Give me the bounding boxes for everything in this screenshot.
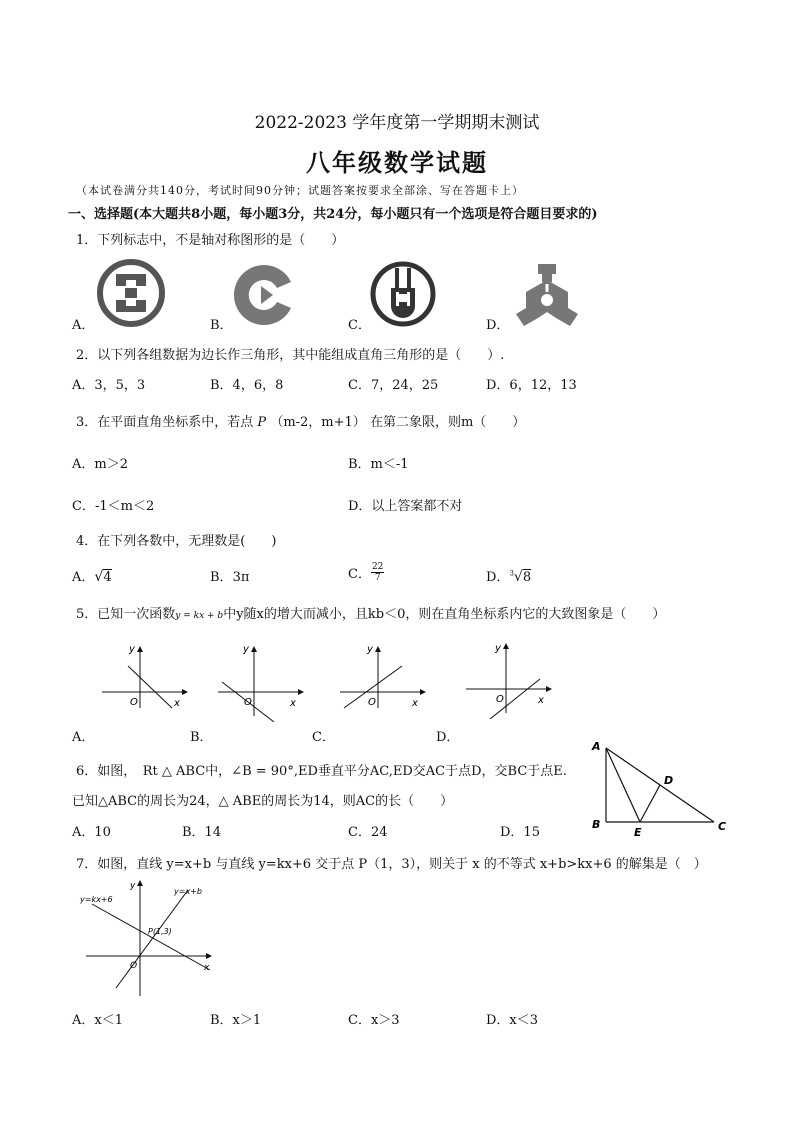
y-label: y (495, 643, 501, 654)
q3-option-d: D．以上答案都不对 (348, 499, 463, 514)
section-heading: 一、选择题(本大题共8小题，每小题3分，共24分，每小题只有一个选项是符合题目要求的) (68, 207, 598, 222)
segment-ed (640, 785, 660, 822)
line1-label: y=kx+6 (80, 895, 113, 904)
cbrt-icon: √ (513, 569, 523, 585)
q3-option-c: C．-1＜m＜2 (72, 499, 155, 514)
q3-stem-coord: （m-2，m+1） (270, 415, 366, 430)
q1-stem: 1．下列标志中，不是轴对称图形的是（ ） (76, 233, 345, 248)
q3-option-a: A．m＞2 (72, 457, 128, 472)
q4-a-value: 4 (103, 570, 112, 585)
q5-stem (76, 603, 665, 622)
q4-option-a (72, 566, 112, 585)
q1-label-b: B． (210, 318, 233, 333)
q4-label-c: C． (348, 567, 371, 582)
q2-option-a: A．3，5，3 (72, 378, 146, 393)
x-label: x (538, 695, 544, 706)
origin-label: O (130, 697, 138, 708)
point-b-label: B (592, 818, 601, 831)
q5-label-c: C． (312, 730, 335, 745)
q4-option-b (210, 566, 249, 585)
q4-label-d: D． (486, 570, 510, 585)
x-label: x (174, 698, 180, 709)
exam-title: 2022-2023 学年度第一学期期末测试 (254, 113, 540, 133)
q7-stem: 7．如图，直线 y=x+b 与直线 y=kx+6 交于点 P（1，3），则关于 x 的不等式 x+b>kx+6 的解集是（ ） (76, 857, 707, 872)
y-arrow-icon (137, 880, 143, 886)
y-label: y (367, 646, 373, 655)
q6-line1: 6．如图， Rt △ ABC中，∠B = 90°,ED垂直平分AC,ED交AC于点D，交BC于点E. (76, 764, 567, 779)
q4-c-denominator: 7 (374, 573, 381, 583)
origin-label: O (244, 697, 252, 708)
q7-graph (78, 878, 218, 998)
x-arrow-icon (420, 689, 426, 695)
point-p-label: P(1,3) (148, 927, 172, 936)
q5-label-a: A． (72, 730, 95, 745)
bank-logo-abc-icon (369, 260, 437, 328)
q5-stem-pre: 5．已知一次函数 (76, 607, 176, 622)
q7-option-c: C．x＞3 (348, 1013, 400, 1028)
q6-option-c: C．24 (348, 825, 388, 840)
y-arrow-icon (137, 646, 143, 652)
origin-label: O (368, 697, 376, 708)
exam-subtitle: 八年级数学试题 (306, 148, 488, 177)
q1-label-c: C． (348, 318, 371, 333)
q4-stem: 4．在下列各数中，无理数是( ) (76, 534, 277, 549)
q5-graph-d (462, 643, 552, 719)
q4-d-value: 8 (522, 570, 532, 585)
x-label: x (204, 963, 210, 973)
line-x-plus-b (116, 890, 188, 988)
point-a-label: A (592, 740, 601, 753)
q5-stem-post: 中y随x的增大而减小，且kb＜0，则在直角坐标系内它的大致图象是（ ） (223, 607, 666, 622)
q5-graph-a (98, 646, 188, 712)
bank-logo-icbc-icon (96, 258, 166, 328)
q6-triangle-figure (586, 736, 736, 840)
q6-option-b: B．14 (182, 825, 222, 840)
y-arrow-icon (375, 646, 381, 652)
q2-option-b: B．4，6，8 (210, 378, 284, 393)
point-d-label: D (664, 774, 674, 787)
y-arrow-icon (251, 646, 257, 652)
q5-label-b: B． (190, 730, 213, 745)
x-label: x (290, 698, 296, 709)
q4-option-c (348, 562, 384, 583)
q5-graph-b (214, 646, 304, 722)
point-e-label: E (634, 826, 642, 839)
q1-label-a: A． (72, 318, 95, 333)
q7-option-b: B．x＞1 (210, 1013, 262, 1028)
y-label: y (243, 646, 249, 655)
origin-label: O (496, 694, 504, 705)
x-arrow-icon (182, 689, 188, 695)
q3-option-b: B．m＜-1 (348, 457, 409, 472)
q4-label-b: B． (210, 570, 233, 585)
q4-label-a: A． (72, 570, 95, 585)
y-arrow-icon (503, 643, 509, 649)
exam-note: （本试卷满分共140分，考试时间90分钟；试题答案按要求全部涂、写在答题卡上） (76, 184, 524, 197)
x-label: x (412, 698, 418, 709)
bank-logo-ccb-icon (231, 262, 297, 328)
x-arrow-icon (546, 686, 552, 692)
point-c-label: C (718, 820, 727, 833)
origin-label: O (130, 961, 138, 971)
q6-option-a: A．10 (72, 825, 111, 840)
line-kx-plus-6 (92, 904, 210, 970)
q4-option-d (486, 566, 531, 585)
x-arrow-icon (206, 953, 212, 959)
q4-c-numerator: 22 (371, 562, 384, 572)
q2-option-c: C．7，24，25 (348, 378, 439, 393)
q3-stem (76, 411, 525, 430)
q3-stem-post: 在第二象限，则m（ ） (369, 415, 526, 430)
q1-label-d: D． (486, 318, 510, 333)
q7-option-a: A．x＜1 (72, 1013, 123, 1028)
q7-option-d: D．x＜3 (486, 1013, 539, 1028)
q4-b-value: 3π (232, 570, 250, 585)
q4-d-index: 3 (509, 569, 514, 578)
q6-option-d: D．15 (500, 825, 540, 840)
y-label: y (130, 881, 136, 891)
sqrt-icon: √ (94, 569, 104, 585)
q2-option-d: D．6，12，13 (486, 378, 577, 393)
y-label: y (129, 646, 135, 655)
line2-label: y=x+b (174, 887, 202, 896)
q5-label-d: D． (436, 730, 460, 745)
q2-stem: 2．以下列各组数据为边长作三角形，其中能组成直角三角形的是（ ）. (76, 348, 505, 363)
q6-line2: 已知△ABC的周长为24，△ ABE的周长为14，则AC的长（ ） (72, 794, 454, 809)
q5-graph-c (336, 646, 426, 712)
bank-logo-bocom-icon (510, 262, 584, 328)
q3-stem-pre: 3．在平面直角坐标系中，若点 (76, 415, 254, 430)
x-arrow-icon (298, 689, 304, 695)
q5-stem-func: y = kx + b (175, 611, 224, 621)
q3-stem-point: P (257, 415, 267, 430)
